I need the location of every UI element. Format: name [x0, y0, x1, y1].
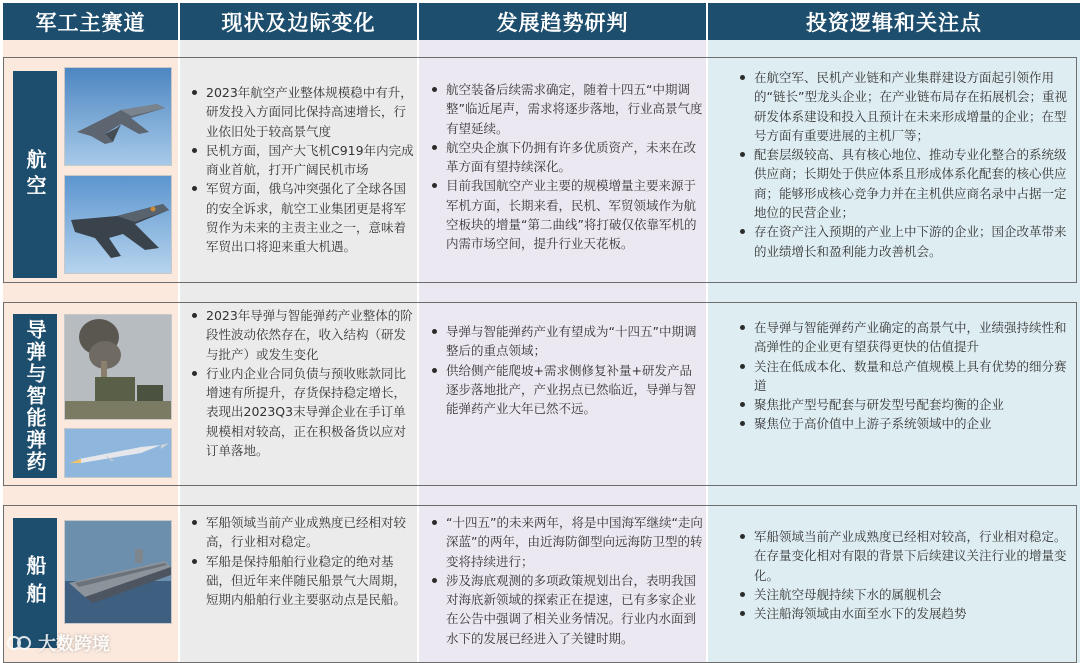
- list-item: 在航空军、民机产业链和产业集群建设方面起引领作用的“链长”型龙头企业；在产业链布局存在拓展机会；重视研发体系建设和投入且预计在未来形成增量的企业；在型号方面有重要进展的主机厂等；: [734, 68, 1074, 145]
- list-item: 配套层级较高、具有核心地位、推动专业化整合的系统级供应商；长期处于供应体系且形成体系化配套的核心供应商；能够形成核心竞争力并在主机供应商名录中占据一定地位的民营企业；: [734, 145, 1074, 222]
- trend-cell: [426, 302, 704, 486]
- list-item: 军贸方面，俄乌冲突强化了全球各国的安全诉求，航空工业集团更是将军贸作为未来的主责主业之一，意味着军贸出口将迎来重大机遇。: [186, 179, 414, 256]
- invest-cell: [734, 302, 1074, 486]
- list-item: 军船是保持船舶行业稳定的绝对基础，但近年来伴随民船景气大周期，短期内船舶行业主要驱动点是民船。: [186, 552, 414, 610]
- watermark-logo-icon: [6, 632, 32, 654]
- status-cell: [186, 302, 414, 486]
- aircraft-carrier-photo: [64, 520, 172, 624]
- sector-label: [13, 71, 57, 278]
- watermark-text: 大数跨境: [38, 634, 110, 655]
- list-item: 存在资产注入预期的产业上中下游的企业；国企改革带来的业绩增长和盈利能力改善机会。: [734, 222, 1074, 261]
- list-item: 目前我国航空产业主要的规模增量主要来源于军机方面，长期来看，民机、军贸领域作为航空板块的增量“第二曲线”将打破仅依靠军机的内需市场空间，提升行业天花板。: [426, 176, 704, 253]
- header-status: 现状及边际变化: [180, 3, 417, 40]
- status-cell: [186, 57, 414, 283]
- list-item: 航空装备后续需求确定，随着十四五“中期调整”临近尾声，需求将逐步落地，行业高景气度有望延续。: [426, 80, 704, 138]
- cruise-missile-photo: [64, 428, 172, 478]
- list-item: 聚焦位于高价值中上游子系统领域中的企业: [734, 414, 1074, 433]
- list-item: 涉及海底观测的多项政策规划出台，表明我国对海底新领域的探索正在提速，已有多家企业在公告中强调了相关业务情况。行业内水面到水下的发展已经进入了关键时期。: [426, 571, 704, 648]
- status-cell: [186, 505, 414, 663]
- list-item: 2023年导弹与智能弹药产业整体的阶段性波动依然存在，收入结构（研发与批产）或发生变化: [186, 306, 414, 364]
- list-item: 军船领域当前产业成熟度已经相对较高，行业相对稳定。: [186, 513, 414, 552]
- list-item: 关注在低成本化、数量和总产值规模上具有优势的细分赛道: [734, 357, 1074, 396]
- list-item: 在导弹与智能弹药产业确定的高景气中，业绩强持续性和高弹性的企业更有望获得更快的估值提升: [734, 318, 1074, 357]
- row-aviation: [0, 57, 1080, 283]
- header-trend: 发展趋势研判: [419, 3, 706, 40]
- list-item: 民机方面，国产大飞机C919年内完成商业首航，打开广阔民机市场: [186, 141, 414, 180]
- list-item: 行业内企业合同负债与预收账款同比增速有所提升，存货保持稳定增长，表现出2023Q3末导弹企业在手订单规模相对较高，正在积极备货以应对订单落地。: [186, 364, 414, 460]
- list-item: 供给侧产能爬坡+需求侧修复补量+研发产品逐步落地批产，产业拐点已然临近，导弹与智能弹药产业大年已然不远。: [426, 361, 704, 419]
- trend-cell: [426, 505, 704, 663]
- watermark: [6, 628, 110, 658]
- header-invest: 投资逻辑和关注点: [708, 3, 1080, 40]
- invest-cell: [734, 505, 1074, 663]
- stealth-fighter-photo: [64, 175, 172, 274]
- list-item: 导弹与智能弹药产业有望成为“十四五”中期调整后的重点领域；: [426, 322, 704, 361]
- fighter-jet-photo: [64, 67, 172, 166]
- row-ship: [0, 505, 1080, 663]
- invest-cell: [734, 57, 1074, 283]
- header-sector: 军工主赛道: [3, 3, 178, 40]
- list-item: 聚焦批产型号配套与研发型号配套均衡的企业: [734, 395, 1074, 414]
- row-missile: [0, 302, 1080, 486]
- list-item: 关注船海领域由水面至水下的发展趋势: [734, 604, 1074, 623]
- sector-label-text: 船舶: [23, 555, 47, 611]
- sector-label-text: 导弹与智能弹药: [23, 319, 47, 473]
- missile-launch-photo: [64, 314, 172, 420]
- sector-label: [13, 314, 57, 478]
- list-item: 军船领域当前产业成熟度已经相对较高，行业相对稳定。在存量变化相对有限的背景下后续建议关注行业的增量变化。: [734, 527, 1074, 585]
- list-item: 2023年航空产业整体规模稳中有升，研发投入方面同比保持高速增长，行业依旧处于较高景气度: [186, 83, 414, 141]
- list-item: “十四五”的未来两年，将是中国海军继续“走向深蓝”的两年，由近海防御型向远海防卫型的转变将持续进行；: [426, 513, 704, 571]
- sector-label-text: 航空: [23, 148, 47, 201]
- trend-cell: [426, 57, 704, 283]
- list-item: 关注航空母舰持续下水的属舰机会: [734, 585, 1074, 604]
- list-item: 航空央企旗下仍拥有许多优质资产，未来在改革方面有望持续深化。: [426, 138, 704, 177]
